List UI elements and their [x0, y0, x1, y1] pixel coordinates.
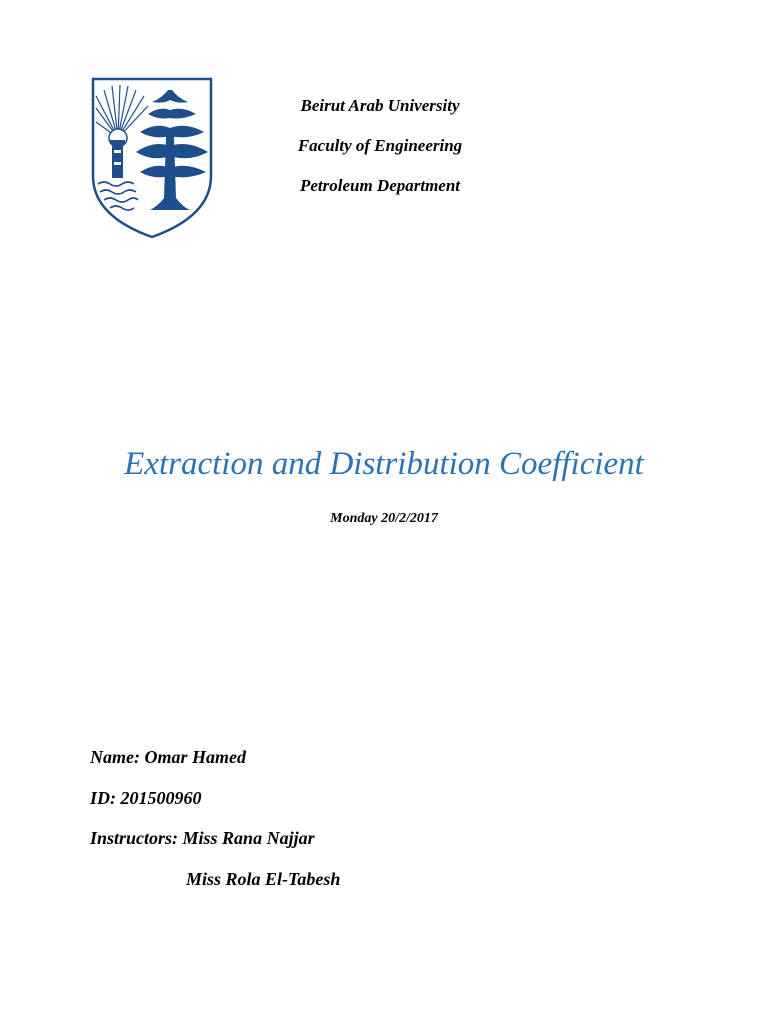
report-title: Extraction and Distribution Coefficient: [124, 446, 644, 482]
faculty-name: Faculty of Engineering: [297, 136, 463, 155]
university-crest-icon: [90, 76, 214, 240]
instructors-line: Instructors: Miss Rana Najjar: [90, 828, 315, 848]
department-name: Petroleum Department: [299, 176, 461, 195]
university-name: Beirut Arab University: [300, 96, 460, 115]
second-instructor: Miss Rola El-Tabesh: [186, 869, 341, 889]
student-name: Name: Omar Hamed: [90, 747, 246, 767]
student-id: ID: 201500960: [90, 788, 202, 808]
report-date: Monday 20/2/2017: [330, 511, 438, 526]
